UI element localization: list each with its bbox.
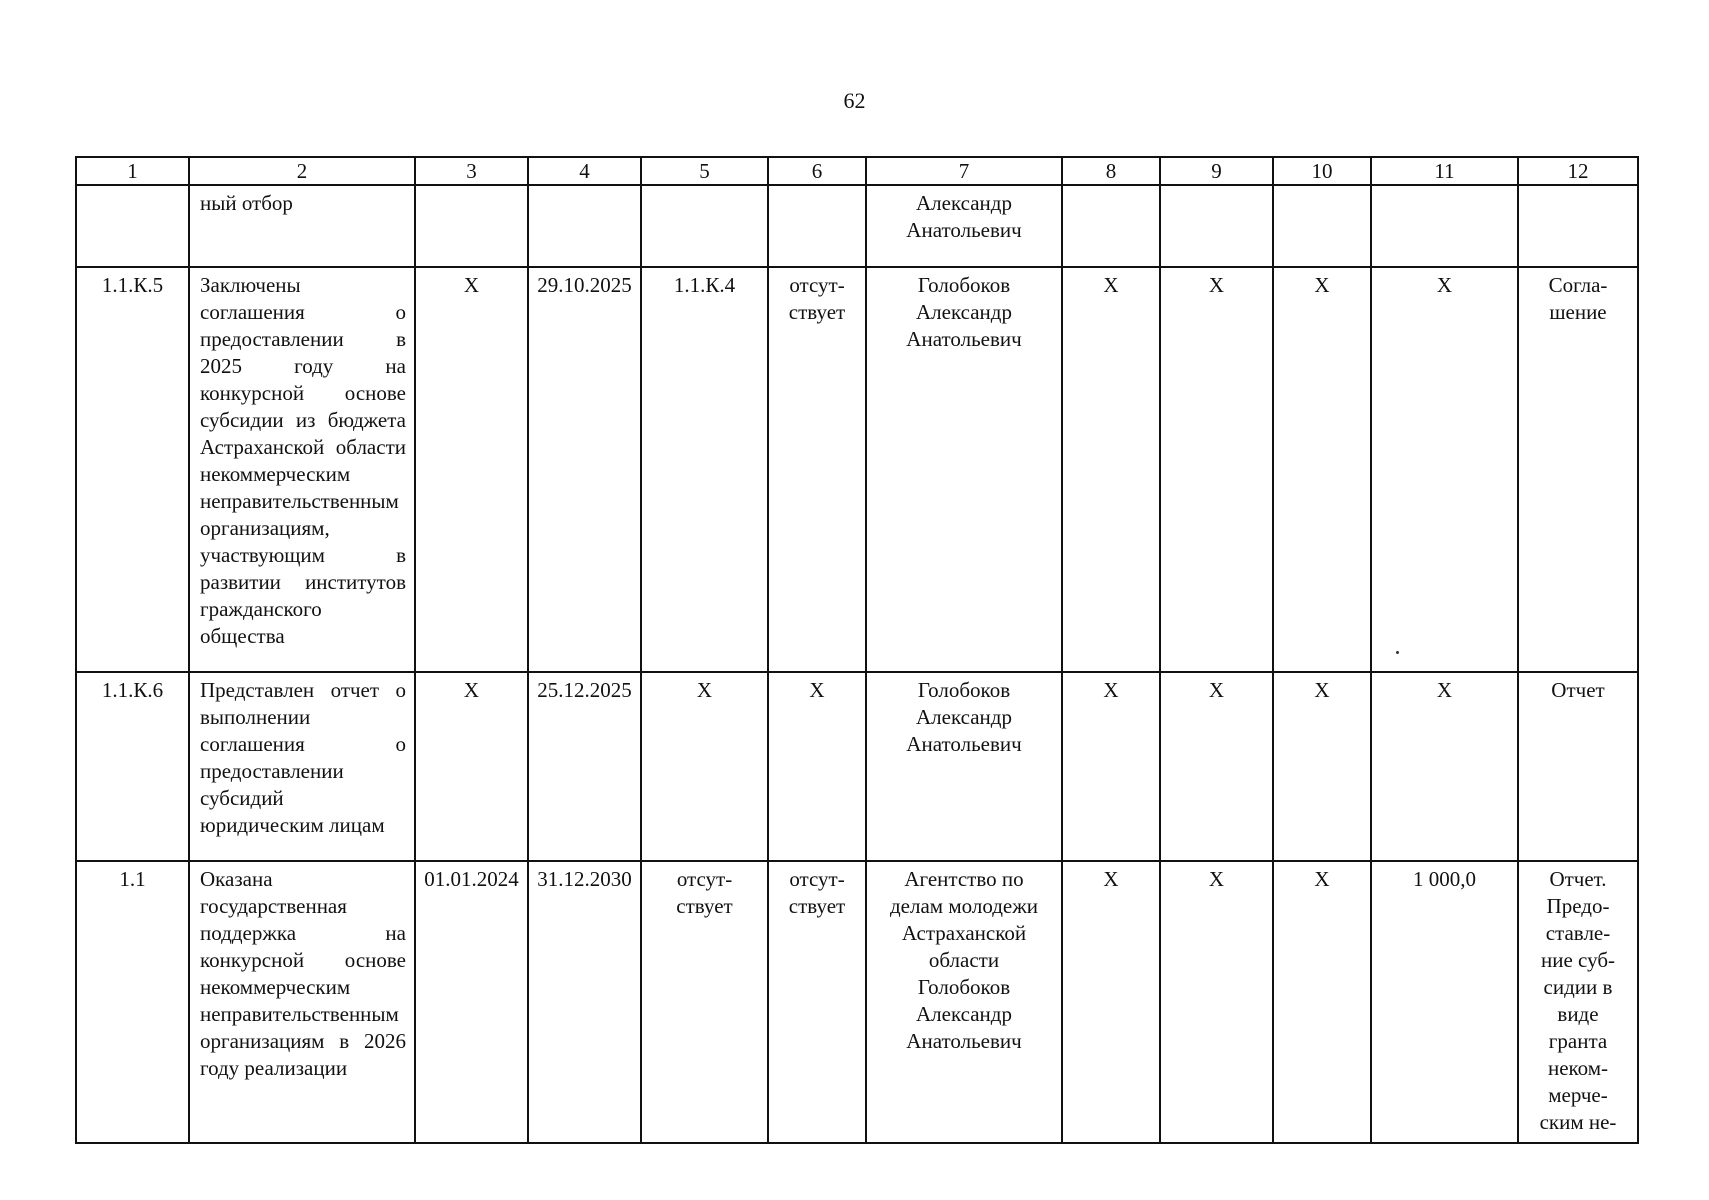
page-number: 62: [843, 88, 866, 113]
amount-cell: X: [1371, 672, 1518, 861]
predecessor-cell: [641, 185, 768, 267]
column-header: 10: [1273, 157, 1371, 185]
successor-cell: отсут- ствует: [768, 267, 866, 672]
column-header: 3: [415, 157, 528, 185]
table-row: [76, 861, 1638, 1143]
col8-cell: X: [1062, 861, 1160, 1143]
start-date-cell: 01.01.2024: [415, 861, 528, 1143]
description-cell: Оказана государственная поддержка на конкурсной основе некоммерческим неправительственным организациям в 2026 году реализации: [189, 861, 415, 1143]
column-header: 9: [1160, 157, 1273, 185]
amount-cell: 1 000,0: [1371, 861, 1518, 1143]
start-date-cell: X: [415, 672, 528, 861]
col9-cell: X: [1160, 672, 1273, 861]
result-document-cell: [1518, 185, 1638, 267]
result-document-cell: Согла- шение: [1518, 267, 1638, 672]
document-table: [75, 156, 1639, 1144]
col9-cell: [1160, 185, 1273, 267]
column-header: 5: [641, 157, 768, 185]
column-header: 4: [528, 157, 641, 185]
col8-cell: [1062, 185, 1160, 267]
predecessor-cell: отсут- ствует: [641, 861, 768, 1143]
row-number-cell: 1.1.К.6: [76, 672, 189, 861]
successor-cell: X: [768, 672, 866, 861]
end-date-cell: 31.12.2030: [528, 861, 641, 1143]
col10-cell: [1273, 185, 1371, 267]
table-row: [76, 185, 1638, 267]
col8-cell: X: [1062, 267, 1160, 672]
table-row: [76, 267, 1638, 672]
row-number-cell: 1.1.К.5: [76, 267, 189, 672]
successor-cell: [768, 185, 866, 267]
column-header: 6: [768, 157, 866, 185]
col10-cell: X: [1273, 267, 1371, 672]
responsible-cell: Александр Анатольевич: [866, 185, 1062, 267]
predecessor-cell: 1.1.К.4: [641, 267, 768, 672]
column-header: 7: [866, 157, 1062, 185]
end-date-cell: 25.12.2025: [528, 672, 641, 861]
column-header: 8: [1062, 157, 1160, 185]
col10-cell: X: [1273, 861, 1371, 1143]
responsible-cell: Агентство по делам молодежи Астраханской области Голобоков Александр Анатольевич: [866, 861, 1062, 1143]
col8-cell: X: [1062, 672, 1160, 861]
row-number-cell: [76, 185, 189, 267]
col9-cell: X: [1160, 861, 1273, 1143]
amount-cell: X: [1371, 267, 1518, 672]
result-document-cell: Отчет: [1518, 672, 1638, 861]
column-header: 2: [189, 157, 415, 185]
successor-cell: отсут- ствует: [768, 861, 866, 1143]
start-date-cell: [415, 185, 528, 267]
column-header: 12: [1518, 157, 1638, 185]
scan-speck: [1396, 651, 1399, 654]
start-date-cell: X: [415, 267, 528, 672]
description-cell: Заключены соглашения о предоставлении в 2025 году на конкурсной основе субсидии из бюджета Астраханской области некоммерческим неправительственным организациям, участвующим в развитии институтов гражданского общества: [189, 267, 415, 672]
column-header: 1: [76, 157, 189, 185]
description-cell: Представлен отчет о выполнении соглашения о предоставлении субсидий юридическим лицам: [189, 672, 415, 861]
col10-cell: X: [1273, 672, 1371, 861]
amount-cell: [1371, 185, 1518, 267]
description-cell: ный отбор: [189, 185, 415, 267]
table-header-row: [76, 157, 1638, 185]
row-number-cell: 1.1: [76, 861, 189, 1143]
column-header: 11: [1371, 157, 1518, 185]
responsible-cell: Голобоков Александр Анатольевич: [866, 672, 1062, 861]
col9-cell: X: [1160, 267, 1273, 672]
table-row: [76, 672, 1638, 861]
predecessor-cell: X: [641, 672, 768, 861]
result-document-cell: Отчет. Предо- ставле- ние суб- сидии в виде гранта неком- мерче- ским не-: [1518, 861, 1638, 1143]
end-date-cell: 29.10.2025: [528, 267, 641, 672]
responsible-cell: Голобоков Александр Анатольевич: [866, 267, 1062, 672]
end-date-cell: [528, 185, 641, 267]
